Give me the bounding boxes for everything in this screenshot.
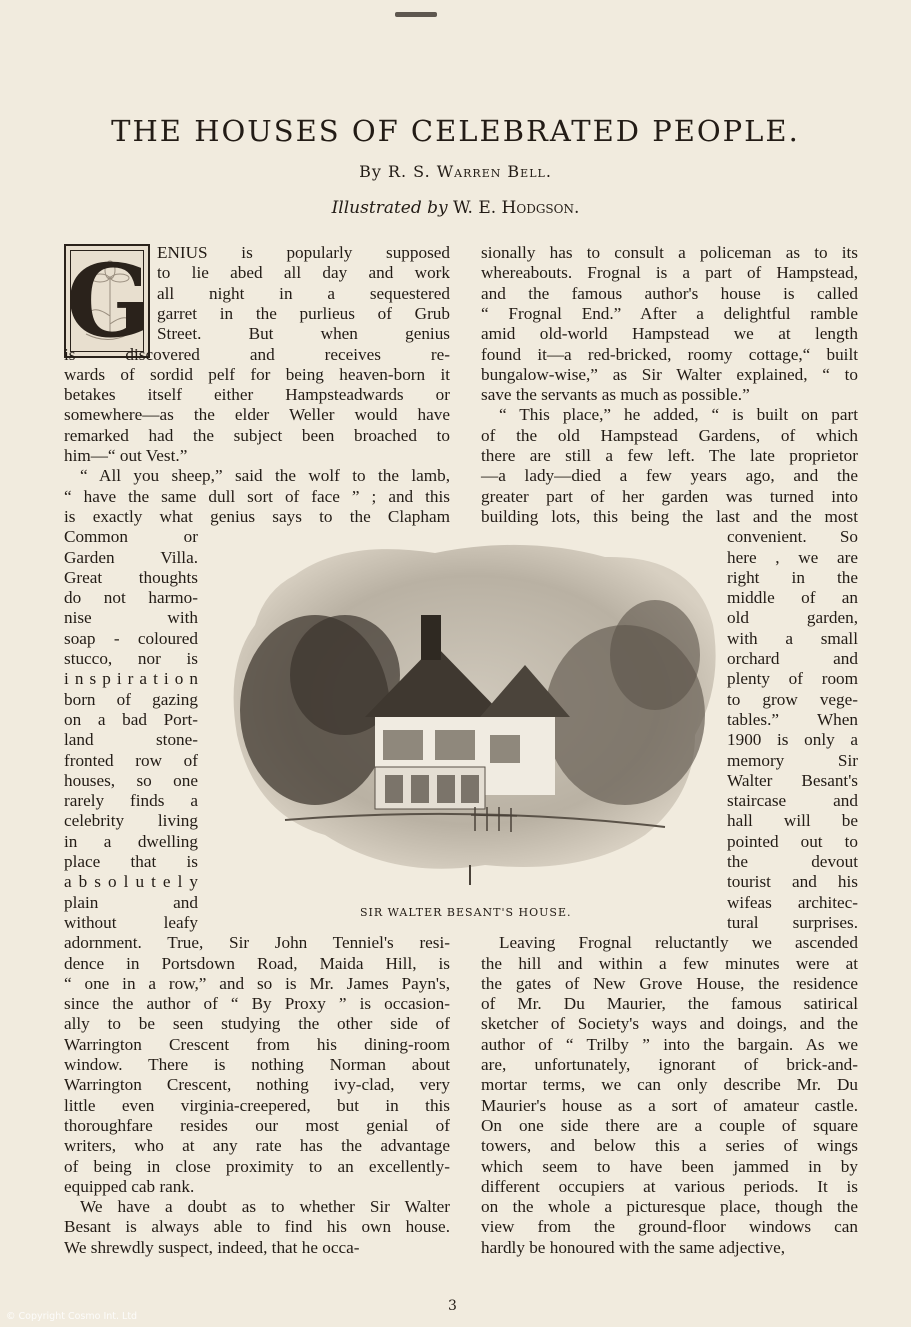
- text-line: born of gazing: [64, 689, 198, 709]
- text-line: right in the: [727, 567, 858, 587]
- text-line: “ one in a row,” and so is Mr. James Payn's,: [64, 973, 450, 993]
- text-line: wards of sordid pelf for being heaven-born it: [64, 364, 450, 384]
- text-line: tural surprises.: [727, 912, 858, 932]
- text-line: in a dwelling: [64, 831, 198, 851]
- text-line: land stone-: [64, 730, 198, 750]
- text-line: are, unfortunately, ignorant of brick-and-: [481, 1055, 858, 1074]
- text-line: view from the ground-floor windows can: [481, 1217, 858, 1237]
- text-line: amid old-world Hampstead we at length: [481, 324, 858, 344]
- text-line: the hill and within a few minutes were at: [481, 953, 858, 973]
- text-line: there are still a few left. The late proprietor: [481, 446, 858, 465]
- text-line: building lots, this being the last and the most: [481, 506, 858, 526]
- text-line: plain and: [64, 892, 198, 912]
- printer-mark: [395, 12, 437, 17]
- text-line: garret in the purlieus of Grub: [157, 303, 450, 323]
- copyright-watermark: © Copyright Cosmo Int. Ltd: [6, 1311, 138, 1322]
- text-line: soap - coloured: [64, 628, 198, 648]
- text-line: sionally has to consult a policeman as to its: [481, 243, 858, 262]
- text-line: of the old Hampstead Gardens, of which: [481, 425, 858, 445]
- text-line: ENIUS is popularly supposed: [157, 243, 450, 262]
- drop-cap-letter: G: [66, 242, 152, 360]
- text-line: since the author of “ By Proxy ” is occasion-: [64, 994, 450, 1014]
- text-line: hall will be: [727, 811, 858, 831]
- text-line: with a small: [727, 628, 858, 648]
- text-line: inspiration: [64, 669, 205, 689]
- text-line: On one side there are a couple of square: [481, 1115, 858, 1135]
- text-line: memory Sir: [727, 750, 858, 770]
- text-line: ally to be seen studying the other side of: [64, 1014, 450, 1034]
- text-line: different occupiers at various periods. It is: [481, 1176, 858, 1196]
- author-name: R. S. Warren Bell.: [387, 162, 552, 181]
- text-line: little even virginia-creepered, but in this: [64, 1095, 450, 1115]
- text-line: on the whole a picturesque place, though the: [481, 1197, 858, 1217]
- text-line: tables.” When: [727, 709, 858, 729]
- text-line: wifeas architec-: [727, 892, 858, 912]
- text-line: 1900 is only a: [727, 730, 858, 750]
- text-line: whereabouts. Frognal is a part of Hampstead,: [481, 263, 858, 283]
- text-line: and the famous author's house is called: [481, 283, 858, 303]
- text-line: bungalow-wise,” as Sir Walter explained, “ to: [481, 364, 858, 384]
- text-line: nise with: [64, 608, 198, 628]
- text-line: is discovered and receives re-: [64, 344, 450, 364]
- house-illustration: [225, 535, 723, 885]
- text-line: adornment. True, Sir John Tenniel's resi-: [64, 933, 450, 953]
- text-line: found it—a red-bricked, roomy cottage,“ built: [481, 344, 858, 364]
- text-line: fronted row of: [64, 750, 198, 770]
- text-line: pointed out to: [727, 831, 858, 851]
- byline-prefix: By: [359, 162, 382, 181]
- text-line: orchard and: [727, 649, 858, 668]
- text-line: is exactly what genius says to the Clapham: [64, 506, 450, 526]
- text-line: the gates of New Grove House, the residence: [481, 973, 858, 993]
- text-line: plenty of room: [727, 669, 858, 689]
- text-line: Maurier's house as a sort of amateur castle.: [481, 1095, 858, 1115]
- text-line: staircase and: [727, 791, 858, 811]
- text-line: stucco, nor is: [64, 649, 198, 668]
- text-line: Great thoughts: [64, 567, 198, 587]
- text-line: of being in close proximity to an excellently-: [64, 1156, 450, 1176]
- text-line: “ have the same dull sort of face ” ; and this: [64, 486, 450, 506]
- text-line: We shrewdly suspect, indeed, that he occa-: [64, 1237, 360, 1257]
- text-line: houses, so one: [64, 770, 198, 790]
- text-line: sketcher of Society's ways and doings, and the: [481, 1014, 858, 1034]
- text-line: old garden,: [727, 608, 858, 628]
- text-line: the devout: [727, 852, 858, 871]
- text-line: somewhere—as the elder Weller would have: [64, 405, 450, 425]
- article-title: THE HOUSES OF CELEBRATED PEOPLE.: [111, 114, 800, 148]
- illustrator-credit: [0, 198, 911, 218]
- text-line: Besant is always able to find his own house.: [64, 1217, 450, 1237]
- text-line: mortar terms, we can only describe Mr. Du: [481, 1075, 858, 1095]
- text-line: Common or: [64, 527, 198, 547]
- text-line: “ Frognal End.” After a delightful ramble: [481, 303, 858, 323]
- text-line: of Mr. Du Maurier, the famous satirical: [481, 994, 858, 1014]
- text-line: Walter Besant's: [727, 770, 858, 790]
- text-line: rarely finds a: [64, 791, 198, 811]
- text-line: without leafy: [64, 912, 198, 932]
- text-line: Garden Villa.: [64, 547, 198, 567]
- text-line: which seem to have been jammed in by: [481, 1156, 858, 1176]
- text-line: tourist and his: [727, 872, 858, 892]
- text-line: to grow vege-: [727, 689, 858, 709]
- text-line: equipped cab rank.: [64, 1176, 195, 1196]
- text-line: —a lady—died a few years ago, and the: [481, 466, 858, 486]
- text-line: here , we are: [727, 547, 858, 567]
- text-line: do not harmo-: [64, 588, 198, 608]
- text-line: “ All you sheep,” said the wolf to the lamb,: [80, 466, 450, 486]
- text-line: him—“ out Vest.”: [64, 446, 188, 465]
- illustrator-name: W. E. Hodgson.: [453, 198, 580, 218]
- text-line: window. There is nothing Norman about: [64, 1055, 450, 1074]
- text-line: remarked had the subject been broached to: [64, 425, 450, 445]
- text-line: place that is: [64, 852, 198, 871]
- text-line: “ This place,” he added, “ is built on part: [499, 405, 858, 425]
- text-line: towers, and below this a series of wings: [481, 1136, 858, 1156]
- text-line: middle of an: [727, 588, 858, 608]
- ornamental-drop-cap: [64, 244, 150, 358]
- text-line: Warrington Crescent, nothing ivy-clad, very: [64, 1075, 450, 1095]
- text-line: writers, who at any rate has the advantage: [64, 1136, 450, 1156]
- text-line: all night in a sequestered: [157, 283, 450, 303]
- text-line: absolutely: [64, 872, 206, 892]
- text-line: Leaving Frognal reluctantly we ascended: [499, 933, 858, 953]
- text-line: celebrity living: [64, 811, 198, 831]
- illustration-caption: SIR WALTER BESANT'S HOUSE.: [360, 906, 572, 919]
- page-number: 3: [448, 1298, 457, 1314]
- text-line: author of “ Trilby ” into the bargain. As we: [481, 1034, 858, 1054]
- text-line: Street. But when genius: [157, 324, 450, 344]
- text-line: thoroughfare resides our most genial of: [64, 1115, 450, 1135]
- illustrator-prefix: Illustrated by: [331, 198, 448, 218]
- byline: [0, 162, 911, 181]
- text-line: betakes itself either Hampsteadwards or: [64, 385, 450, 405]
- text-line: We have a doubt as to whether Sir Walter: [80, 1197, 450, 1217]
- text-line: hardly be honoured with the same adjective,: [481, 1237, 786, 1257]
- text-line: Warrington Crescent from his dining-room: [64, 1034, 450, 1054]
- text-line: on a bad Port-: [64, 709, 198, 729]
- text-line: save the servants as much as possible.”: [481, 385, 750, 405]
- text-line: to lie abed all day and work: [157, 263, 450, 283]
- text-line: greater part of her garden was turned into: [481, 486, 858, 506]
- text-line: convenient. So: [727, 527, 858, 547]
- text-line: dence in Portsdown Road, Maida Hill, is: [64, 953, 450, 973]
